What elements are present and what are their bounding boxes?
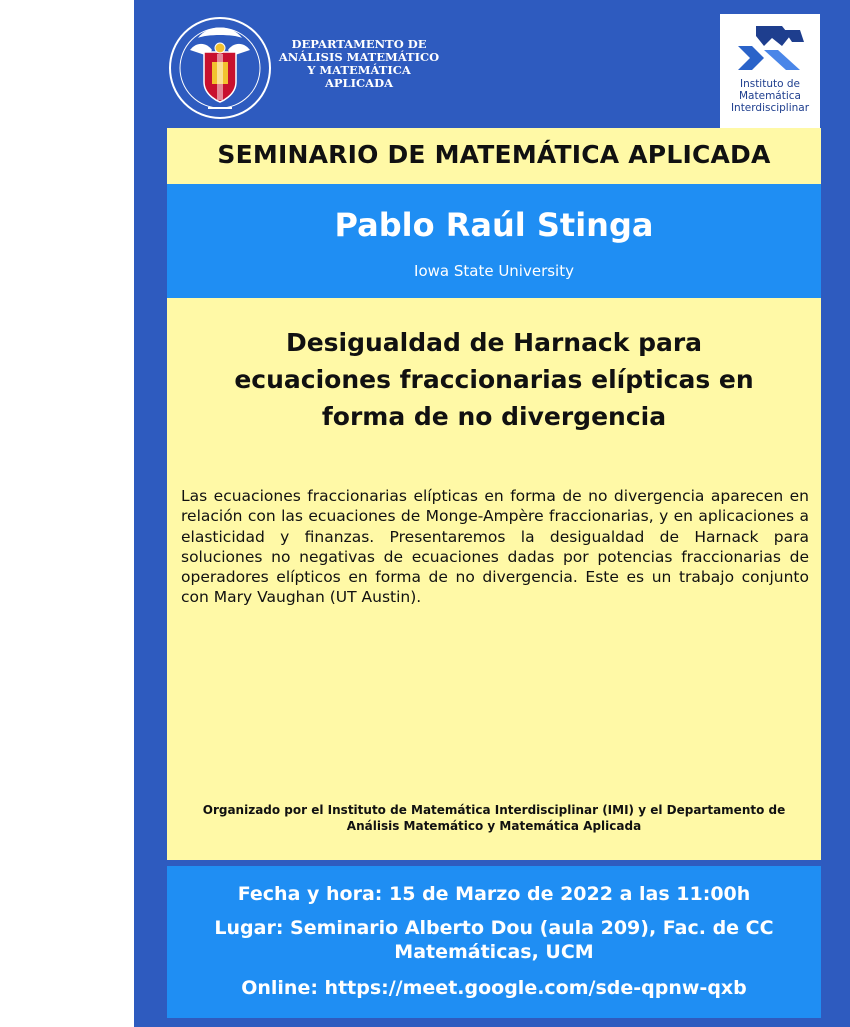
- seminar-title: SEMINARIO DE MATEMÁTICA APLICADA: [217, 140, 771, 169]
- speaker-institution: Iowa State University: [414, 262, 574, 280]
- imi-logo-icon: [734, 24, 806, 74]
- speaker-name: Pablo Raúl Stinga: [334, 206, 654, 244]
- poster-header: [134, 0, 850, 128]
- imi-logo-box: [720, 14, 820, 128]
- department-name: DEPARTAMENTO DE ANÁLISIS MATEMÁTICO Y MATEMÁTICA APLICADA: [278, 37, 440, 90]
- event-info-band: [167, 866, 821, 1018]
- event-location: Lugar: Seminario Alberto Dou (aula 209), Fac. de CC Matemáticas, UCM: [214, 917, 774, 963]
- talk-abstract: Las ecuaciones fraccionarias elípticas en forma de no divergencia aparecen en relación con las ecuaciones de Monge-Ampère fraccionarias, y en aplicaciones a elasticidad y finanzas. Presentaremos la desigualdad de Harnack para soluciones no negativas de ecuaciones dadas por potencias fraccionarias de operadores elípticos en forma de no divergencia. Este es un trabajo conjunto con Mary Vaughan (UT Austin).: [181, 487, 809, 607]
- organizers-note: Organizado por el Instituto de Matemática Interdisciplinar (IMI) y el Departamento de Análisis Matemático y Matemática Aplicada: [202, 803, 786, 833]
- ucm-seal-icon: [168, 10, 272, 126]
- event-date-time: Fecha y hora: 15 de Marzo de 2022 a las 11:00h: [237, 883, 751, 905]
- talk-title: Desigualdad de Harnack para ecuaciones fraccionarias elípticas en forma de no divergencia: [234, 328, 754, 431]
- talk-band: [167, 298, 821, 860]
- institute-name: Instituto de Matemática Interdisciplinar: [730, 78, 810, 114]
- event-online-link[interactable]: Online: https://meet.google.com/sde-qpnw-qxb: [241, 977, 747, 999]
- speaker-band: [167, 184, 821, 298]
- seminar-title-band: [167, 128, 821, 184]
